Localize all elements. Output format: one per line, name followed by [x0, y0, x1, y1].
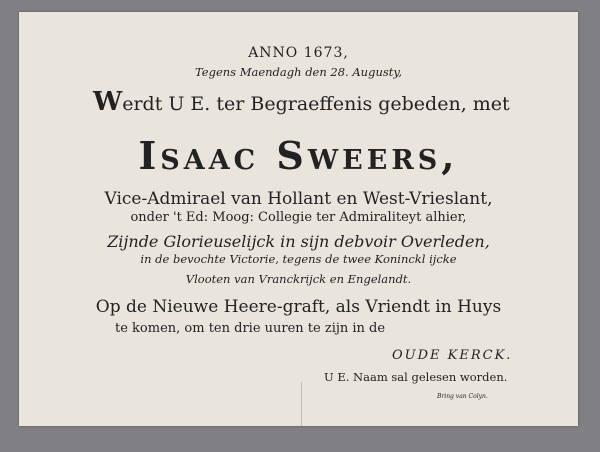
church-name: OUDE KERCK. [392, 348, 513, 363]
death-statement: Zijnde Glorieuselijck in sijn debvoir Overleden, [107, 232, 490, 251]
printer-mark: Bring van Colyn. [437, 393, 488, 400]
funeral-notice-sheet [19, 12, 578, 426]
deceased-rank: Vice-Admirael van Hollant en West-Vrieslant, [104, 189, 493, 209]
paper-fold-mark [301, 382, 302, 426]
invitation-line [93, 89, 510, 115]
meeting-time: te komen, om ten drie uuren te zijn in de [115, 321, 386, 336]
invitation-text: erdt U E. ter Begraeffenis gebeden, met [122, 93, 510, 115]
fleets-line: Vlooten van Vranckrijck en Engelandt. [185, 272, 412, 286]
notice-date: Tegens Maendagh den 28. Augusty, [195, 65, 402, 79]
victory-line: in de bevochte Victorie, tegens de twee Koninckl ijcke [140, 252, 457, 266]
deceased-name: Isaac Sweers, [138, 133, 459, 178]
name-reading-note: U E. Naam sal gelesen worden. [324, 370, 508, 384]
notice-year: ANNO 1673, [248, 45, 349, 61]
invitation-initial: W [93, 87, 123, 117]
meeting-address: Op de Nieuwe Heere-graft, als Vriendt in Huys [95, 297, 502, 317]
admiralty-college: onder 't Ed: Moog: Collegie ter Admiraliteyt alhier, [130, 210, 467, 225]
